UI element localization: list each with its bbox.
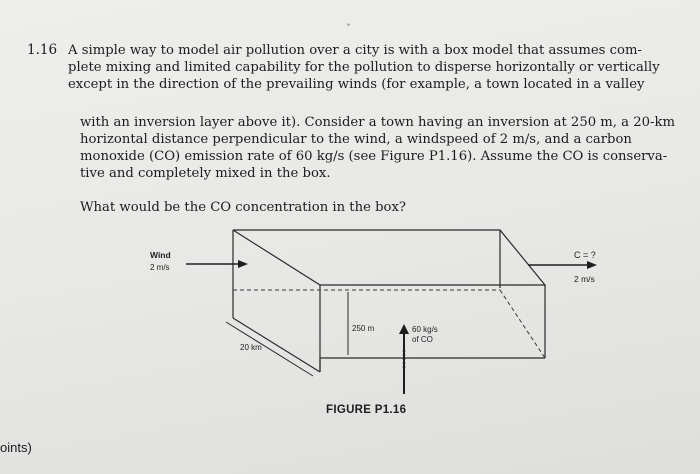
problem-number: 1.16 <box>27 42 58 58</box>
figure-caption: FIGURE P1.16 <box>326 404 407 416</box>
wind-arrow-out <box>528 261 597 269</box>
emission-species-label: of CO <box>412 335 433 344</box>
hidden-edges <box>233 290 545 358</box>
text-line: tive and completely mixed in the box. <box>80 166 331 181</box>
text-line: plete mixing and limited capability for the pollution to disperse horizontally or vertically <box>68 60 660 75</box>
text-line: with an inversion layer above it). Consider a town having an inversion at 250 m, a 20-km <box>80 115 675 130</box>
emission-arrow <box>399 324 409 394</box>
concentration-label: C = ? <box>574 250 596 260</box>
dimension-lines <box>226 292 348 376</box>
wind-arrow-in <box>186 260 248 268</box>
emission-rate-label: 60 kg/s <box>412 325 438 334</box>
problem-question: What would be the CO concentration in the box? <box>80 200 406 215</box>
text-line: horizontal distance perpendicular to the wind, a windspeed of 2 m/s, and a carbon <box>80 132 632 147</box>
width-label: 20 km <box>240 343 262 352</box>
scan-mark: ˇ <box>346 24 351 35</box>
text-line: except in the direction of the prevailing winds (for example, a town located in a valley <box>68 77 645 92</box>
height-label: 250 m <box>352 324 375 333</box>
wind-speed-out: 2 m/s <box>574 274 595 284</box>
wind-speed-in: 2 m/s <box>150 263 170 272</box>
text-line: monoxide (CO) emission rate of 60 kg/s (see Figure P1.16). Assume the CO is conserva- <box>80 149 668 164</box>
points-fragment: oints) <box>0 440 32 455</box>
text-line: A simple way to model air pollution over a city is with a box model that assumes com- <box>68 43 642 58</box>
box-outline <box>233 230 545 372</box>
wind-label: Wind <box>150 250 171 260</box>
